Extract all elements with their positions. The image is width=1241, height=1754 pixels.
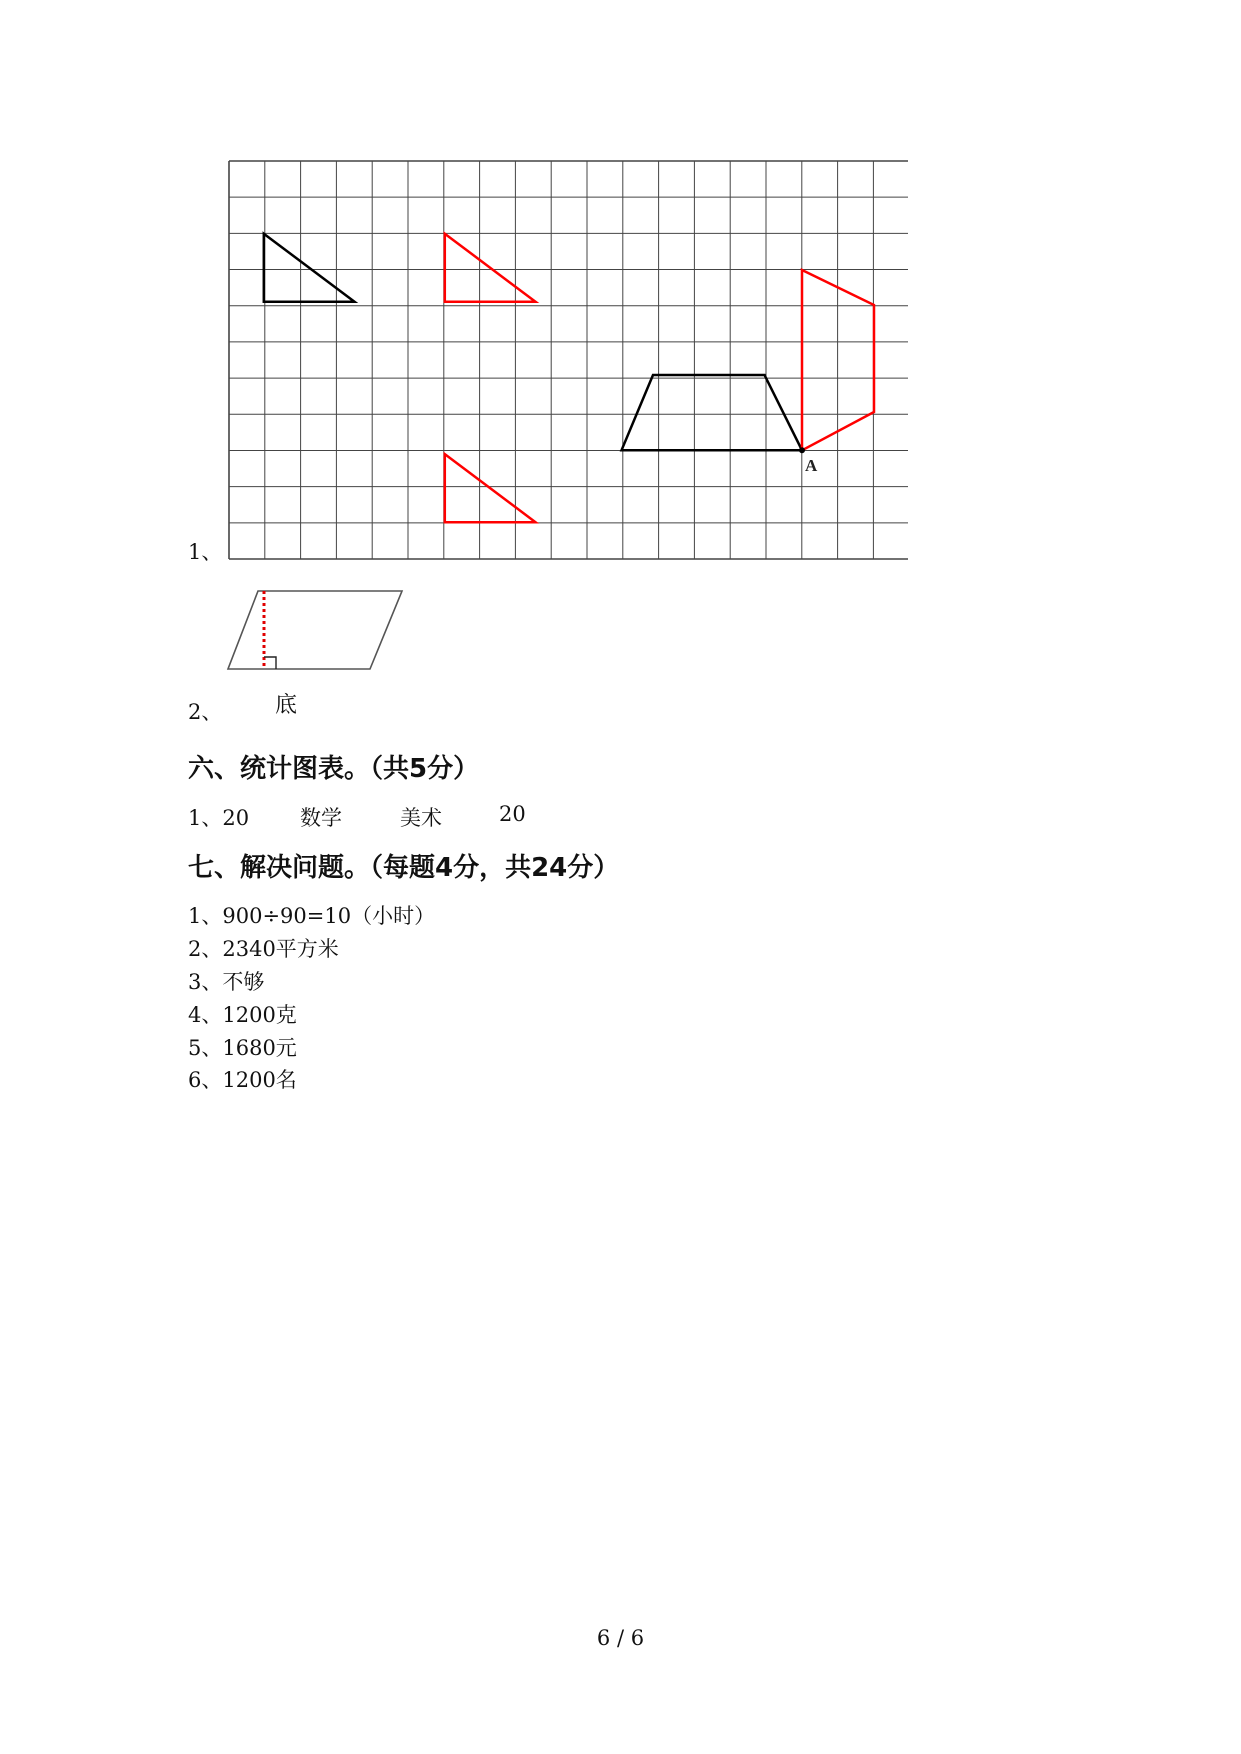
- parallelogram-figure: [226, 586, 406, 686]
- grid-lines: [229, 161, 908, 559]
- answer-line: 5、1680元: [188, 1036, 297, 1060]
- stat-answer-num: 1、20: [188, 806, 250, 830]
- original-trapezoid: [622, 375, 803, 450]
- parallelogram-svg: [226, 586, 406, 686]
- right-angle-mark: [264, 657, 276, 669]
- section6-answer: [188, 802, 588, 832]
- stat-answer-subject-b: 美术: [400, 806, 442, 830]
- translated-triangle-down: [445, 454, 536, 522]
- grid-svg: [228, 160, 908, 560]
- section7-heading: 七、解决问题。（每题4分，共24分）: [188, 853, 620, 883]
- original-triangle: [264, 234, 355, 302]
- translated-triangle-right: [445, 234, 536, 302]
- base-label: 底: [275, 693, 298, 718]
- q1-marker: 1、: [188, 540, 223, 564]
- stat-answer-value: 20: [499, 802, 526, 826]
- answer-line: 2、2340平方米: [188, 937, 339, 961]
- answer-line: 6、1200名: [188, 1068, 297, 1092]
- answer-line: 3、不够: [188, 970, 265, 994]
- point-a-dot: [799, 447, 805, 453]
- stat-answer-subject-a: 数学: [300, 806, 342, 830]
- section6-heading: 六、统计图表。（共5分）: [188, 754, 480, 784]
- point-a-label: A: [805, 456, 818, 475]
- answer-line: 4、1200克: [188, 1003, 297, 1027]
- grid-figure: [228, 160, 908, 560]
- answer-line: 1、900÷90=10（小时）: [188, 904, 436, 928]
- q2-marker: 2、: [188, 700, 223, 724]
- page-number: 6 / 6: [596, 1626, 645, 1650]
- parallelogram-shape: [228, 591, 402, 669]
